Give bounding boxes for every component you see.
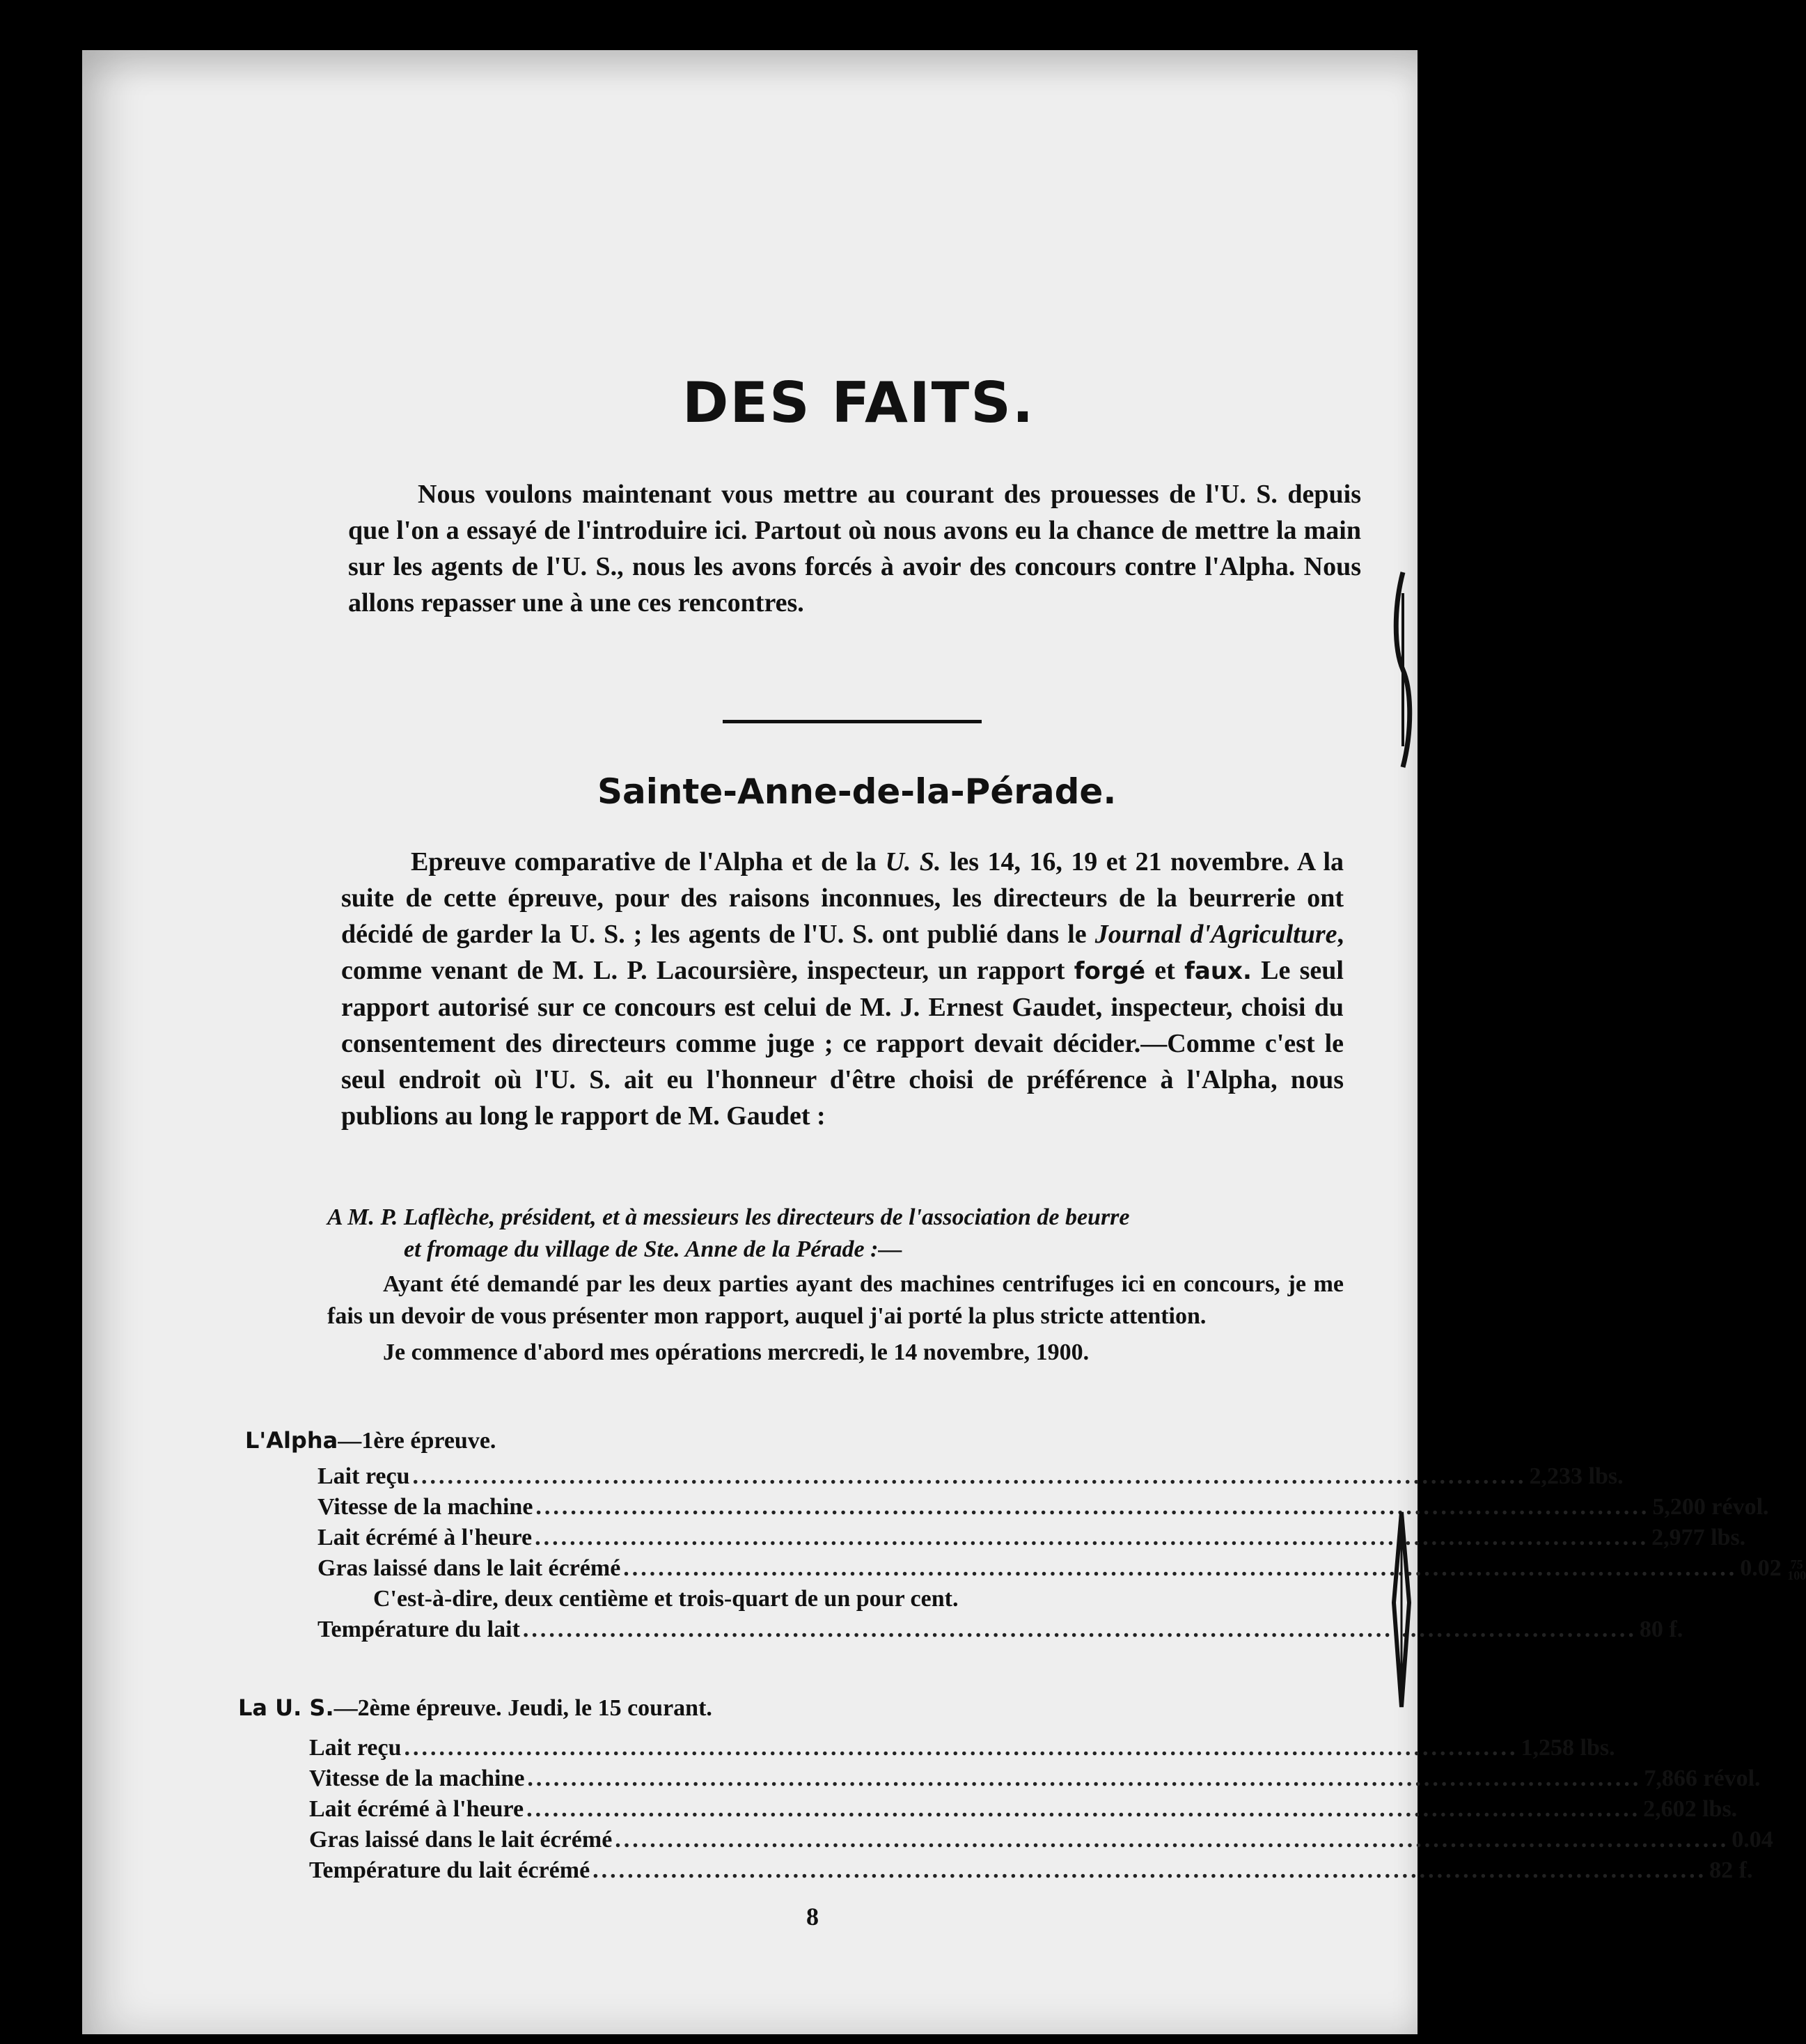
table-row (309, 1735, 1615, 1766)
row-label: Vitesse de la machine (317, 1494, 533, 1520)
row-label: Lait écrémé à l'heure (309, 1796, 524, 1822)
emphasis-forge: forgé (1074, 957, 1146, 985)
body-us-italic: U. S. (885, 847, 941, 876)
table-row (309, 1827, 1773, 1857)
body-text-b: les 14, 16, 19 et 21 novembre. A la suite de cette épreuve, pour des raisons inconnues, les directeurs de la beurrerie ont décidé de garder la U. S. ; les agents de l'U. S. ont publié dans le (341, 847, 1344, 949)
table-row (309, 1857, 1753, 1888)
leader-dots: ................................................................................................................................ (615, 1827, 1729, 1853)
body-paragraph (341, 844, 1344, 1134)
page-number: 8 (806, 1903, 819, 1931)
leader-dots: ................................................................................................................................ (404, 1735, 1518, 1761)
row-label: Lait reçu (317, 1463, 410, 1489)
trial2-label (238, 1695, 712, 1722)
intro-paragraph: Nous voulons maintenant vous mettre au courant des prouesses de l'U. S. depuis que l'on a essayé de l'introduire ici. Partout où nous avons eu la chance de mettre la main sur les agents de l'U. S., nous les avons forcés à avoir des concours contre l'Alpha. Nous allons repasser une à une ces rencontres. (348, 480, 1361, 618)
row-label: Vitesse de la machine (309, 1766, 525, 1791)
trial1-label-bold: L'Alpha (245, 1427, 338, 1454)
binding-clip-icon (1391, 565, 1415, 774)
table-row (309, 1796, 1738, 1827)
journal-title: Journal d'Agriculture (1094, 920, 1337, 949)
trial1-label-rest: —1ère épreuve. (338, 1428, 496, 1454)
trial1-label (245, 1427, 496, 1454)
row-value: 7,866 révol. (1644, 1766, 1761, 1791)
leader-dots: ................................................................................................................................ (623, 1555, 1738, 1581)
body-text-a: Epreuve comparative de l'Alpha et de la (411, 847, 886, 876)
scanned-page (82, 50, 1806, 2034)
fraction-numerator: 75 (1790, 1557, 1803, 1572)
letter-address (327, 1202, 1351, 1266)
letter-paragraph-1: Ayant été demandé par les deux parties ayant des machines centrifuges ici en concours, je me fais un devoir de vous présenter mon rapport, auquel j'ai porté la plus stricte attention. (327, 1271, 1344, 1329)
row-label: Température du lait (317, 1617, 520, 1642)
body-text-et: et (1145, 956, 1185, 985)
fraction-denominator: 100 (1787, 1569, 1806, 1583)
row-value: 2,977 lbs. (1651, 1525, 1746, 1550)
trial2-label-bold: La U. S. (238, 1695, 334, 1721)
table-row (317, 1463, 1624, 1494)
leader-dots: ................................................................................................................................ (412, 1463, 1527, 1489)
row-value-number: 0.02 (1740, 1555, 1782, 1581)
row-value: 2,233 lbs. (1529, 1463, 1624, 1489)
row-value: 1,258 lbs. (1521, 1735, 1615, 1761)
section-heading: Sainte-Anne-de-la-Pérade. (597, 771, 1117, 812)
page-title: DES FAITS. (682, 370, 1035, 435)
row-label: Gras laissé dans le lait écrémé (317, 1555, 621, 1581)
table-row (317, 1525, 1746, 1555)
row-label: Lait reçu (309, 1735, 402, 1761)
table-row (309, 1766, 1761, 1796)
table-row (317, 1494, 1769, 1525)
row-label: Gras laissé dans le lait écrémé (309, 1827, 613, 1853)
body-text-c: , comme venant de M. L. P. Lacoursière, inspecteur, un rapport (341, 920, 1344, 985)
leader-dots: ................................................................................................................................ (535, 1494, 1650, 1520)
row-label: Température du lait écrémé (309, 1857, 590, 1883)
table-row (317, 1617, 1683, 1647)
emphasis-faux: faux. (1184, 957, 1252, 985)
table-row (317, 1555, 1806, 1586)
divider-rule (723, 720, 982, 723)
address-line-2: et fromage du village de Ste. Anne de la Pérade :— (404, 1236, 902, 1262)
leader-dots: ................................................................................................................................ (535, 1525, 1649, 1550)
row-value: 5,200 révol. (1652, 1494, 1769, 1520)
trial1-note: C'est-à-dire, deux centième et trois-quart de un pour cent. (373, 1586, 959, 1612)
trial1-table (317, 1463, 1806, 1647)
trial2-label-rest: —2ème épreuve. Jeudi, le 15 courant. (333, 1695, 712, 1721)
leader-dots: ................................................................................................................................ (526, 1796, 1641, 1822)
leader-dots: ................................................................................................................................ (527, 1766, 1642, 1791)
row-value (1740, 1555, 1806, 1582)
row-label: Lait écrémé à l'heure (317, 1525, 533, 1550)
body-text-d: Le seul rapport autorisé sur ce concours est celui de M. J. Ernest Gaudet, inspecteur, choisi du consentement des directeurs comme juge ; ce rapport devait décider.—Comme c'est le seul endroit où l'U. S. ait eu l'honneur d'être choisi de préférence à l'Alpha, nous publions au long le rapport de M. Gaudet : (341, 956, 1344, 1131)
fraction (1787, 1559, 1806, 1581)
row-value: 80 f. (1639, 1617, 1683, 1642)
letter-body (327, 1268, 1344, 1369)
leader-dots: ................................................................................................................................ (522, 1617, 1637, 1642)
trial2-table (309, 1735, 1773, 1888)
row-value: 2,602 lbs. (1643, 1796, 1738, 1822)
address-line-1: A M. P. Laflèche, président, et à messieurs les directeurs de l'association de beurre (327, 1204, 1130, 1230)
leader-dots: ................................................................................................................................ (592, 1857, 1707, 1883)
row-value: 82 f. (1709, 1857, 1753, 1883)
row-value: 0.04 (1732, 1827, 1773, 1853)
binding-clip-icon (1390, 1505, 1413, 1714)
letter-paragraph-2: Je commence d'abord mes opérations mercredi, le 14 novembre, 1900. (383, 1339, 1090, 1365)
